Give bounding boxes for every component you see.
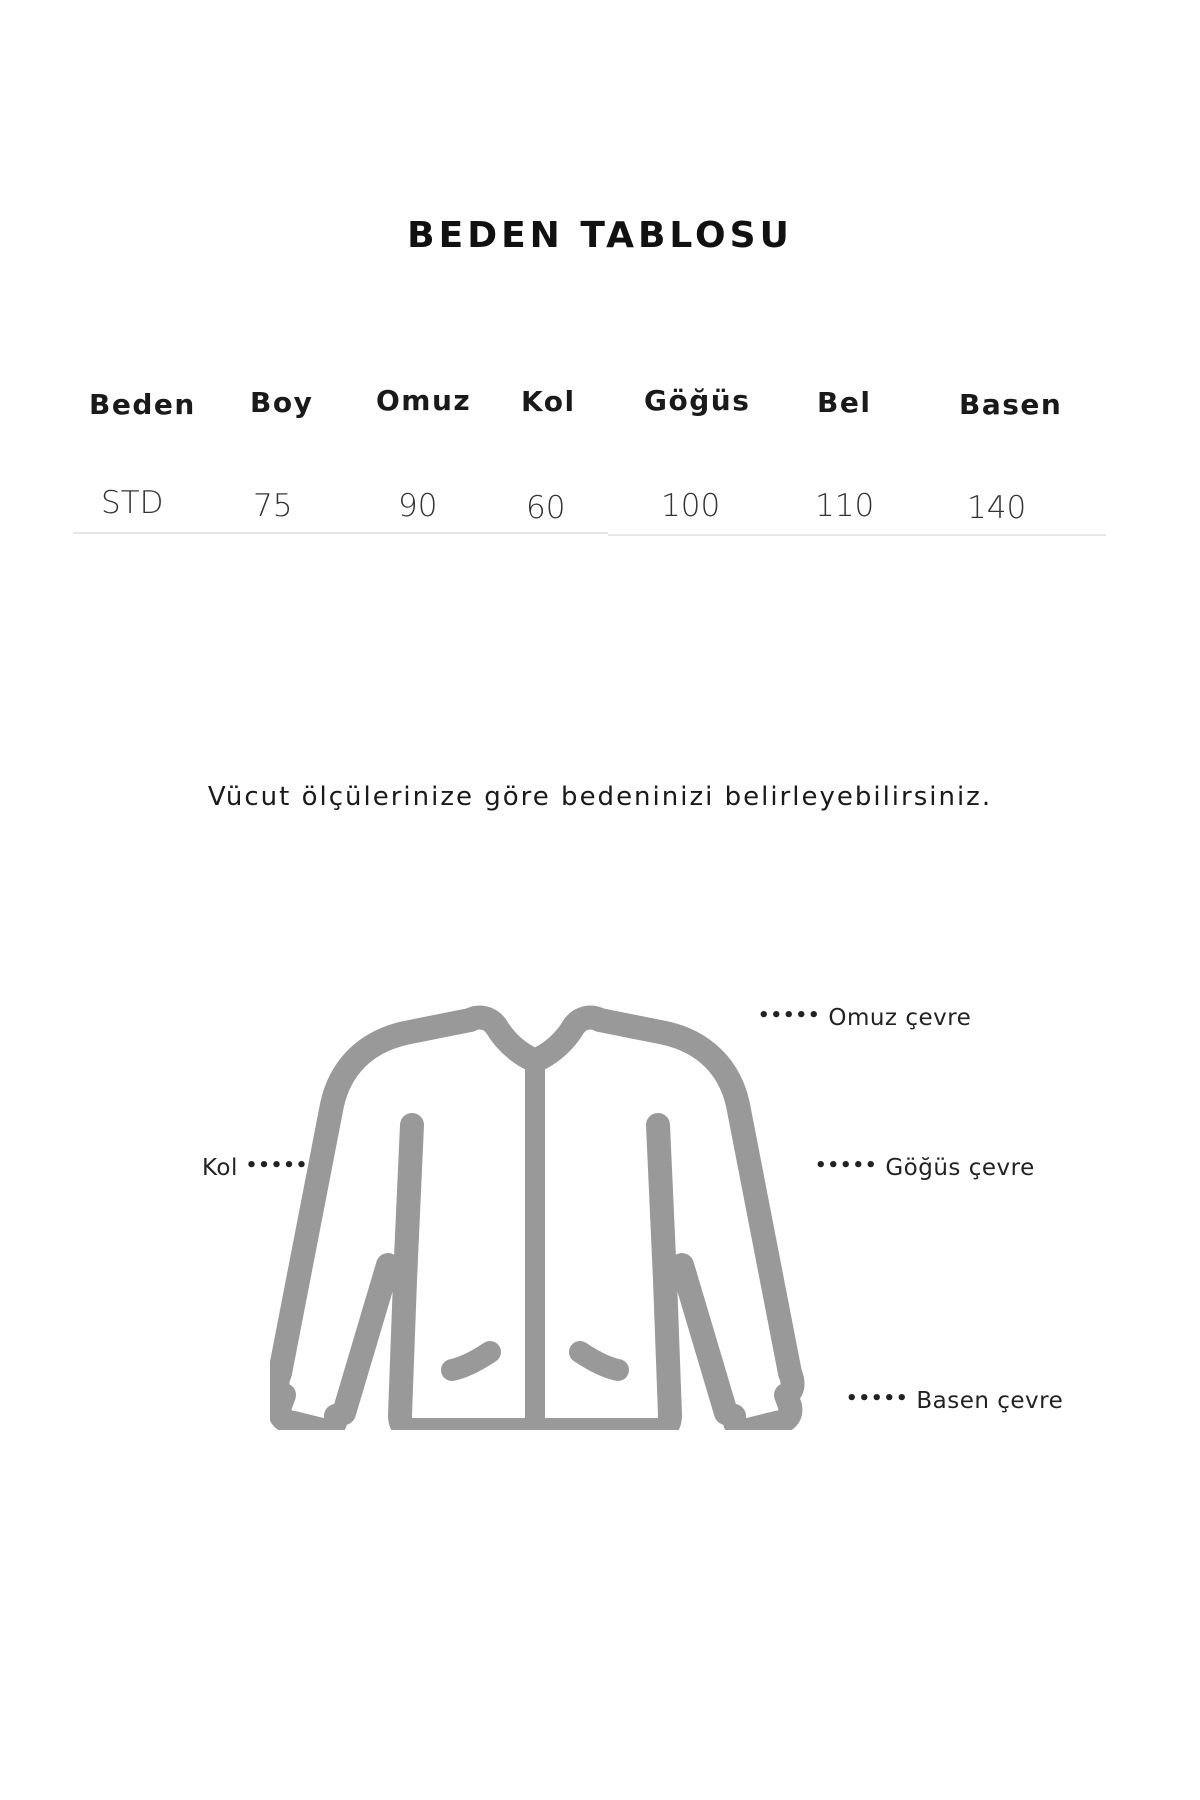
- row-divider: [73, 532, 608, 534]
- cell-bel: 110: [815, 488, 875, 524]
- cell-kol: 60: [526, 490, 566, 526]
- cell-omuz: 90: [398, 488, 438, 524]
- cell-beden: STD: [101, 485, 164, 521]
- header-bel: Bel: [817, 386, 872, 419]
- leader-dots: •••••: [815, 1155, 878, 1176]
- header-basen: Basen: [959, 388, 1063, 421]
- cell-basen: 140: [967, 490, 1027, 526]
- cell-gogus: 100: [661, 488, 721, 524]
- page-title: BEDEN TABLOSU: [407, 215, 793, 256]
- label-kol-text: Kol: [202, 1155, 238, 1181]
- leader-dots: •••••: [758, 1005, 821, 1026]
- label-basen-text: Basen çevre: [916, 1388, 1064, 1414]
- label-omuz: [758, 1005, 971, 1031]
- jacket-icon: [270, 990, 820, 1430]
- label-basen: [846, 1388, 1063, 1414]
- leader-dots: •••••: [245, 1155, 309, 1176]
- jacket-stroke: [580, 1352, 618, 1370]
- label-omuz-text: Omuz çevre: [828, 1005, 972, 1031]
- header-boy: Boy: [250, 386, 314, 419]
- jacket-stroke: [452, 1352, 490, 1370]
- size-note: Vücut ölçülerinize göre bedeninizi belirleyebilirsiniz.: [207, 782, 993, 812]
- header-gogus: Göğüs: [644, 384, 751, 417]
- row-divider: [608, 534, 1106, 536]
- label-kol: [202, 1155, 308, 1181]
- header-kol: Kol: [521, 385, 576, 418]
- label-gogus-text: Göğüs çevre: [885, 1155, 1035, 1181]
- label-gogus: [815, 1155, 1035, 1181]
- header-omuz: Omuz: [376, 384, 472, 417]
- cell-boy: 75: [253, 488, 293, 524]
- leader-dots: •••••: [846, 1388, 909, 1409]
- header-beden: Beden: [89, 388, 196, 421]
